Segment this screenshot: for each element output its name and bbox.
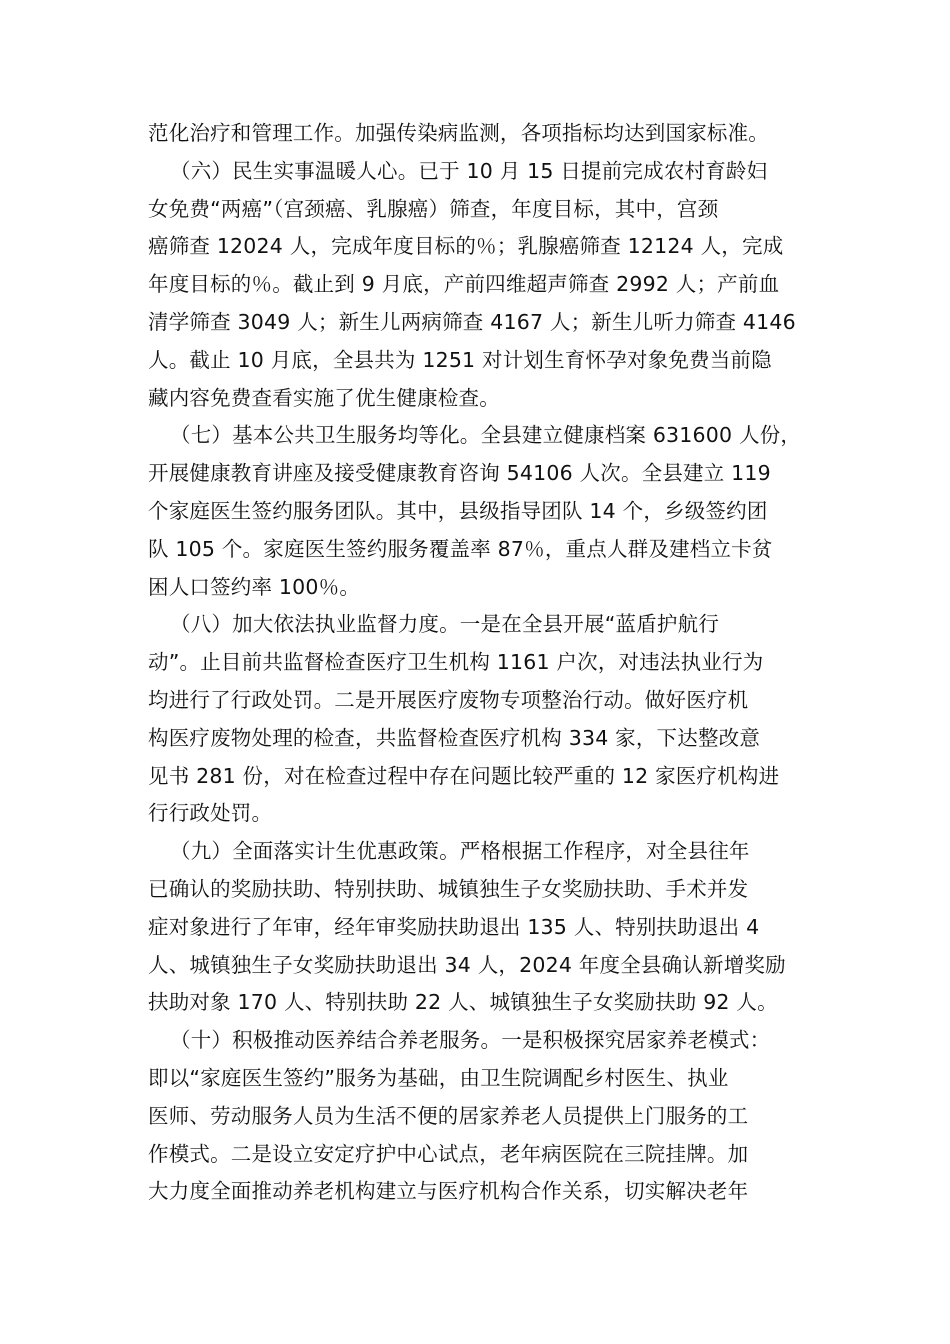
text-line: 行行政处罚。 bbox=[148, 801, 273, 826]
text-line: 个家庭医生签约服务团队。其中，县级指导团队 14 个，乡级签约团 bbox=[148, 498, 768, 523]
text-line: （九）全面落实计生优惠政策。严格根据工作程序，对全县往年 bbox=[170, 839, 750, 864]
text-line: 即以“家庭医生签约”服务为基础，由卫生院调配乡村医生、执业 bbox=[148, 1065, 729, 1090]
text-line: 困人口签约率 100％。 bbox=[148, 574, 361, 599]
text-line: 动”。止目前共监督检查医疗卫生机构 1161 户次，对违法执业行为 bbox=[148, 650, 764, 675]
text-line: 作模式。二是设立安定疗护中心试点，老年病医院在三院挂牌。加 bbox=[148, 1141, 749, 1166]
text-line: 开展健康教育讲座及接受健康教育咨询 54106 人次。全县建立 119 bbox=[148, 461, 771, 486]
text-line: 医师、劳动服务人员为生活不便的居家养老人员提供上门服务的工 bbox=[148, 1103, 749, 1128]
text-line: 见书 281 份，对在检查过程中存在问题比较严重的 12 家医疗机构进 bbox=[148, 763, 780, 788]
text-line: 癌筛查 12024 人，完成年度目标的％；乳腺癌筛查 12124 人，完成 bbox=[148, 234, 784, 259]
text-line: 年度目标的％。截止到 9 月底，产前四维超声筛查 2992 人；产前血 bbox=[148, 272, 780, 297]
text-line: 均进行了行政处罚。二是开展医疗废物专项整治行动。做好医疗机 bbox=[148, 687, 749, 712]
text-line: 藏内容免费查看实施了优生健康检查。 bbox=[148, 385, 500, 410]
text-line: 队 105 个。家庭医生签约服务覆盖率 87％，重点人群及建档立卡贫 bbox=[148, 536, 773, 561]
text-line: 构医疗废物处理的检查，共监督检查医疗机构 334 家，下达整改意 bbox=[148, 725, 761, 750]
text-line: 清学筛查 3049 人；新生儿两病筛查 4167 人；新生儿听力筛查 4146 bbox=[148, 309, 796, 334]
text-line: 女免费“两癌”（宫颈癌、乳腺癌）筛查，年度目标，其中，宫颈 bbox=[148, 196, 719, 221]
text-line: 人、城镇独生子女奖励扶助退出 34 人，2024 年度全县确认新增奖励 bbox=[148, 952, 786, 977]
text-line: （七）基本公共卫生服务均等化。全县建立健康档案 631600 人份， bbox=[170, 423, 802, 448]
text-line: （十）积极推动医养结合养老服务。一是积极探究居家养老模式： bbox=[170, 1028, 771, 1053]
text-line: 扶助对象 170 人、特别扶助 22 人、城镇独生子女奖励扶助 92 人。 bbox=[148, 990, 778, 1015]
text-line: 症对象进行了年审，经年审奖励扶助退出 135 人、特别扶助退出 4 bbox=[148, 914, 760, 939]
text-line: 已确认的奖励扶助、特别扶助、城镇独生子女奖励扶助、手术并发 bbox=[148, 876, 749, 901]
text-line: （六）民生实事温暖人心。已于 10 月 15 日提前完成农村育龄妇 bbox=[170, 158, 768, 183]
text-line: 范化治疗和管理工作。加强传染病监测，各项指标均达到国家标准。 bbox=[148, 121, 769, 145]
text-line: 大力度全面推动养老机构建立与医疗机构合作关系，切实解决老年 bbox=[148, 1179, 749, 1204]
text-line: 人。截止 10 月底，全县共为 1251 对计划生育怀孕对象免费当前隐 bbox=[148, 347, 772, 372]
text-line: （八）加大依法执业监督力度。一是在全县开展“蓝盾护航行 bbox=[170, 612, 720, 637]
body-text bbox=[148, 115, 828, 1211]
